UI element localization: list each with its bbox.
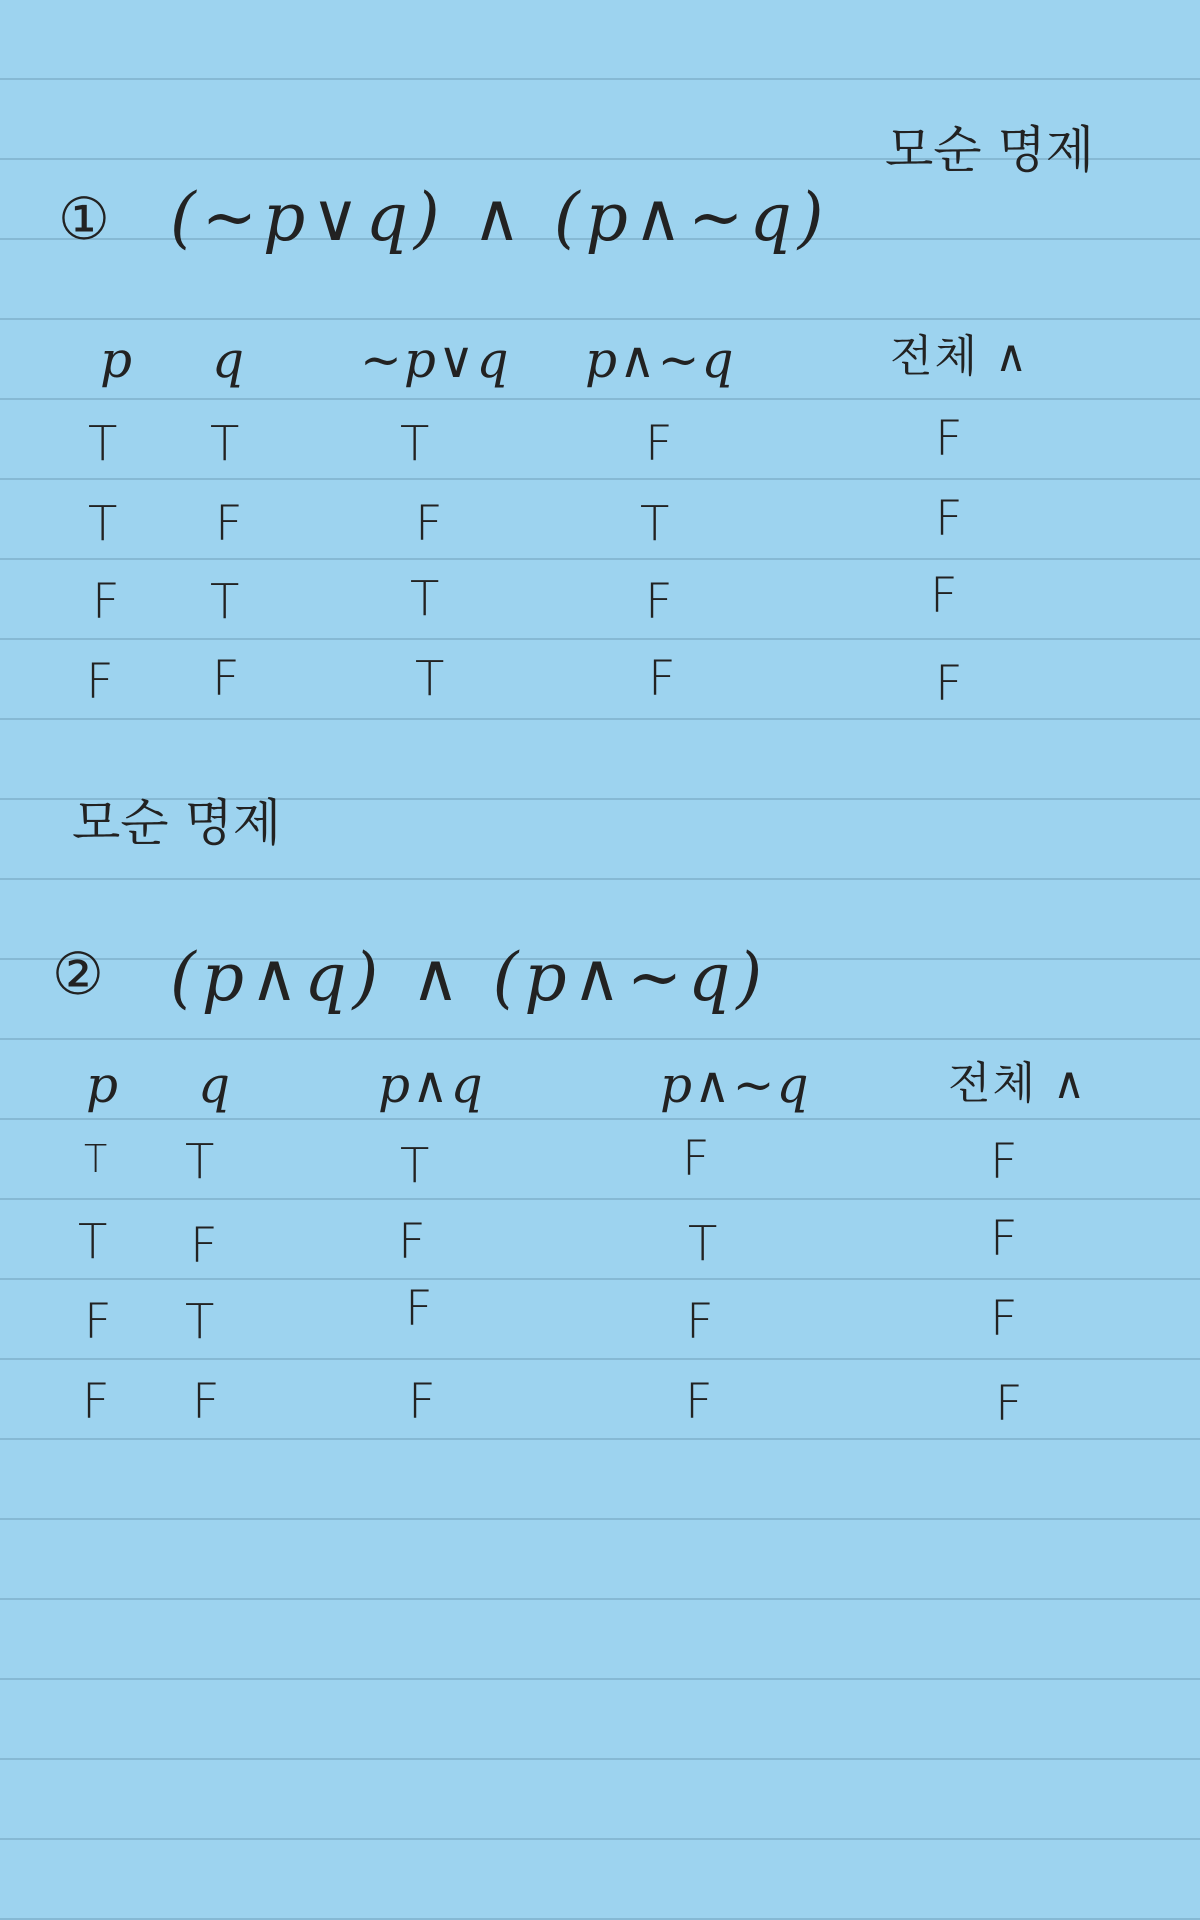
table1-header-q: q — [212, 331, 247, 389]
section2-formula: (p∧q) ∧ (p∧~q) — [170, 939, 769, 1016]
table1-header-col3: ~p∨q — [360, 331, 511, 389]
table1-header-total: 전체 ∧ — [890, 331, 1030, 382]
section2-label: 모순 명제 — [72, 794, 282, 852]
table2-cell: T — [78, 1214, 108, 1270]
table2-cell: F — [190, 1218, 218, 1274]
table1-cell: F — [415, 496, 443, 552]
table1-cell: T — [415, 651, 445, 707]
table2-cell: F — [685, 1374, 713, 1430]
table2-cell: F — [682, 1131, 710, 1187]
table2-cell: F — [990, 1211, 1018, 1267]
table2-cell: F — [405, 1281, 433, 1337]
table1-cell: F — [86, 654, 114, 710]
table2-cell: F — [995, 1376, 1023, 1432]
table1-cell: F — [215, 496, 243, 552]
table2-cell: F — [84, 1294, 112, 1350]
table1-cell: F — [935, 656, 963, 712]
section1-number: ① — [58, 185, 110, 253]
table1-cell: T — [88, 496, 118, 552]
table2-header-p: p — [86, 1056, 121, 1114]
table1-cell: T — [210, 574, 240, 630]
table2-cell: F — [398, 1214, 426, 1270]
table2-header-col4: p∧~q — [660, 1056, 811, 1114]
table1-cell: F — [212, 651, 240, 707]
table2-cell: T — [185, 1294, 215, 1350]
table1-cell: F — [92, 574, 120, 630]
table2-cell: T — [185, 1134, 215, 1190]
table1-cell: T — [400, 416, 430, 472]
section1-formula: (~p∨q) ∧ (p∧~q) — [170, 179, 830, 256]
table2-cell: F — [686, 1294, 714, 1350]
table2-header-total: 전체 ∧ — [948, 1058, 1088, 1109]
section2-number: ② — [52, 940, 104, 1008]
table2-cell: T — [688, 1216, 718, 1272]
table2-cell: F — [82, 1374, 110, 1430]
table1-cell: F — [930, 568, 958, 624]
table1-cell: F — [648, 651, 676, 707]
table2-cell: F — [990, 1291, 1018, 1347]
table1-header-p: p — [100, 331, 135, 389]
table1-cell: F — [645, 574, 673, 630]
table2-header-col3: p∧q — [378, 1056, 485, 1114]
table1-header-col4: p∧~q — [585, 331, 736, 389]
table2-cell: T — [84, 1137, 108, 1181]
table1-cell: T — [410, 571, 440, 627]
table1-cell: T — [640, 496, 670, 552]
table2-cell: F — [408, 1374, 436, 1430]
table2-header-q: q — [198, 1056, 233, 1114]
table2-cell: F — [990, 1134, 1018, 1190]
table1-cell: T — [210, 416, 240, 472]
table2-cell: T — [400, 1138, 430, 1194]
table1-cell: T — [88, 416, 118, 472]
table1-cell: F — [935, 491, 963, 547]
section1-label: 모순 명제 — [885, 121, 1095, 179]
table2-cell: F — [192, 1374, 220, 1430]
table1-cell: F — [935, 411, 963, 467]
table1-cell: F — [645, 416, 673, 472]
